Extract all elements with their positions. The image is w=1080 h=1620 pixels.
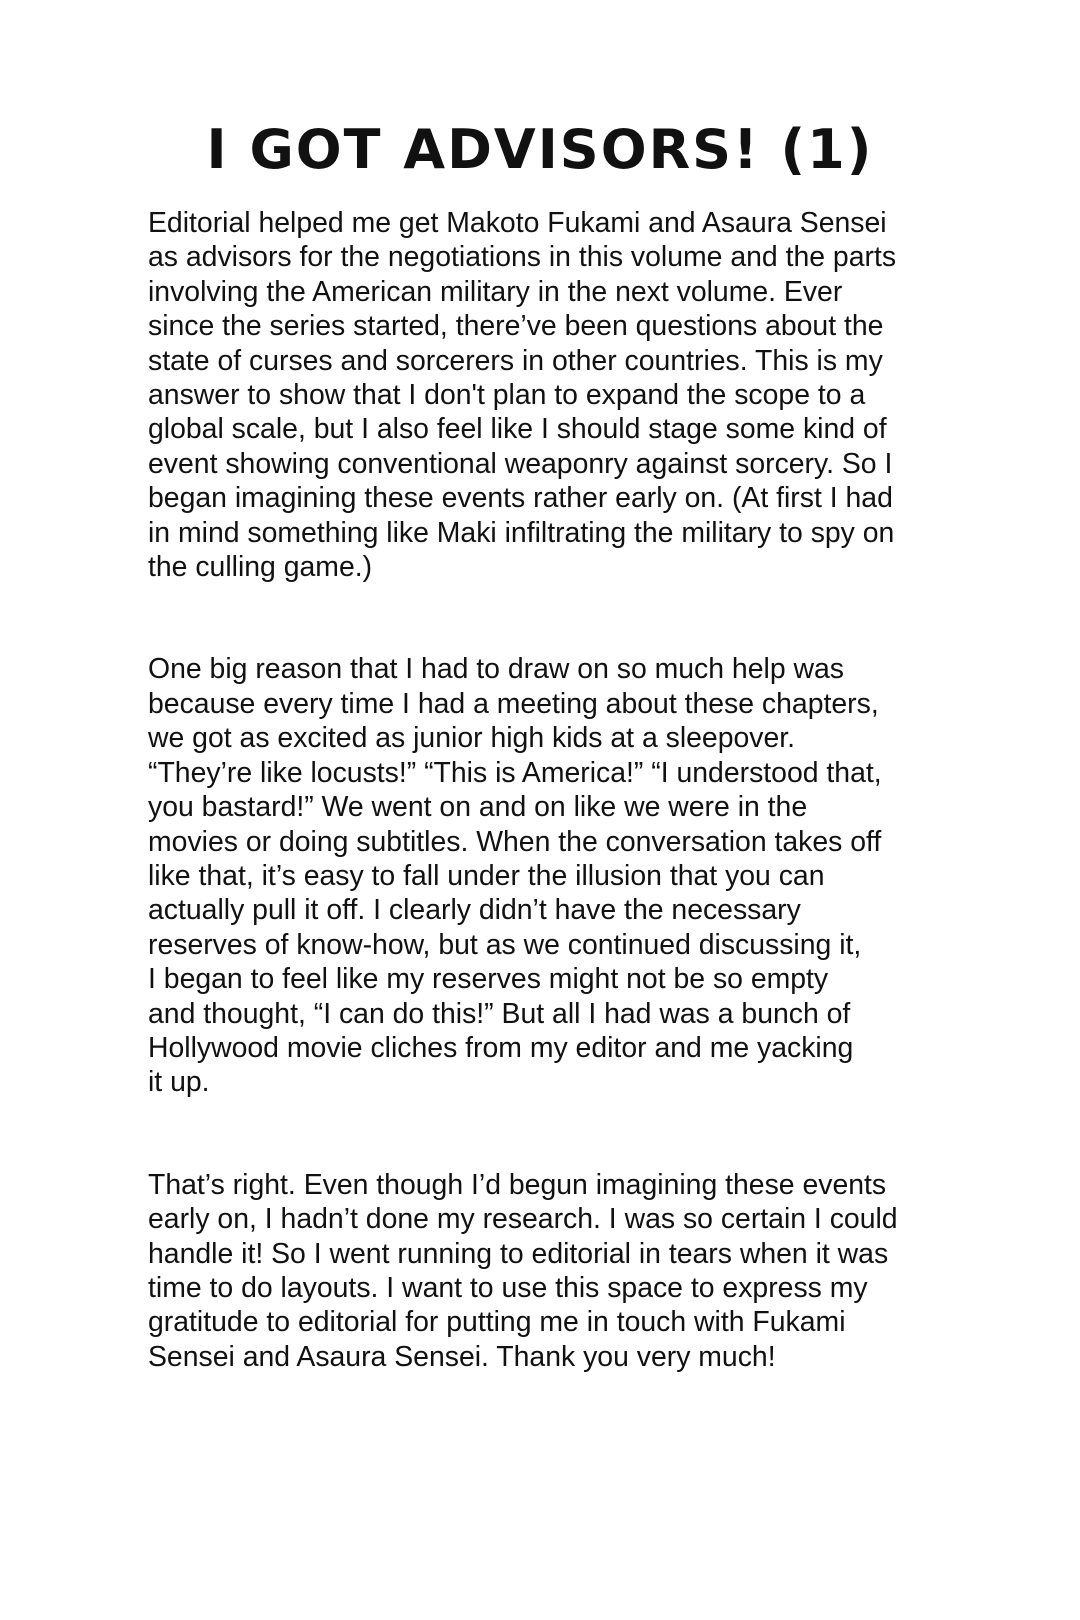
- page-title: I GOT ADVISORS! (1): [206, 118, 874, 182]
- paragraph-2: One big reason that I had to draw on so much help was because every time I had a meeting about these chapters, we got as excited as junior high kids at a sleepover. “They’re like locusts!” “This is America!” “I understood that, you bastard!” We went on and on like we were in the movies or doing subtitles. When the conversation takes off like that, it’s easy to fall under the illusion that you can actually pull it off. I clearly didn’t have the necessary reserves of know-how, but as we continued discussing it, I began to feel like my reserves might not be so empty and thought, “I can do this!” But all I had was a bunch of Hollywood movie cliches from my editor and me yacking it up.: [148, 653, 882, 1099]
- paragraph-3: That’s right. Even though I’d begun imagining these events early on, I hadn’t done my research. I was so certain I could handle it! So I went running to editorial in tears when it was time to do layouts. I want to use this space to express my gratitude to editorial for putting me in touch with Fukami Sensei and Asaura Sensei. Thank you very much!: [148, 1168, 898, 1373]
- paragraph-1: Editorial helped me get Makoto Fukami and Asaura Sensei as advisors for the negotiations in this volume and the parts involving the American military in the next volume. Ever since the series started, there’ve been questions about the state of curses and sorcerers in other countries. This is my answer to show that I don't plan to expand the scope to a global scale, but I also feel like I should stage some kind of event showing conventional weaponry against sorcery. So I began imagining these events rather early on. (At first I had in mind something like Maki infiltrating the military to spy on the culling game.): [148, 207, 897, 584]
- document-body: [148, 206, 958, 1374]
